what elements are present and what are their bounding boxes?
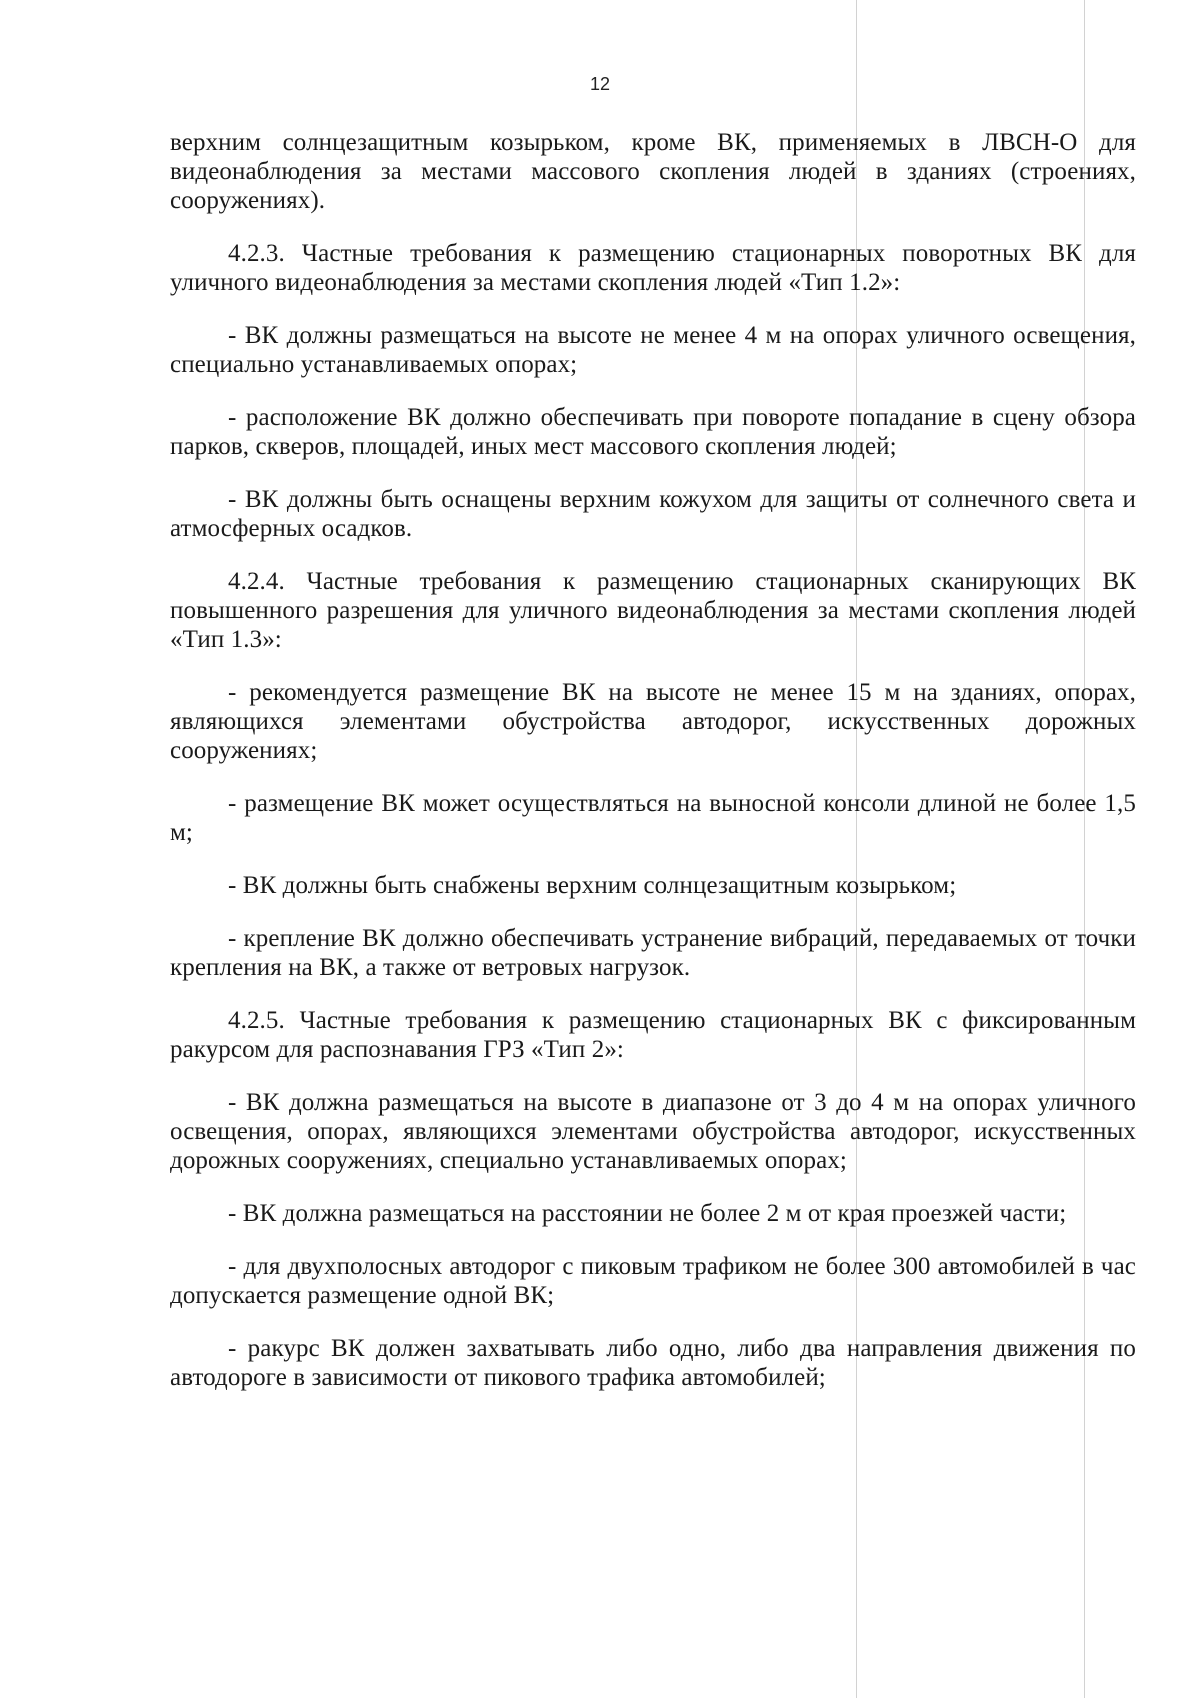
list-item: - расположение ВК должно обеспечивать при повороте попадание в сцену обзора парков, скверов, площадей, иных мест массового скопления людей; bbox=[170, 404, 1136, 460]
document-body bbox=[170, 128, 1136, 1416]
list-item: - ВК должны быть снабжены верхним солнцезащитным козырьком; bbox=[228, 872, 957, 899]
section-heading-4-2-3: 4.2.3. Частные требования к размещению стационарных поворотных ВК для уличного видеонаблюдения за местами скопления людей «Тип 1.2»: bbox=[170, 240, 1136, 296]
list-item: - крепление ВК должно обеспечивать устранение вибраций, передаваемых от точки крепления на ВК, а также от ветровых нагрузок. bbox=[170, 925, 1136, 981]
list-item: - рекомендуется размещение ВК на высоте не менее 15 м на зданиях, опорах, являющихся элементами обустройства автодорог, искусственных дорожных сооружениях; bbox=[170, 679, 1136, 764]
section-heading-4-2-5: 4.2.5. Частные требования к размещению стационарных ВК с фиксированным ракурсом для распознавания ГРЗ «Тип 2»: bbox=[170, 1007, 1136, 1063]
list-item: - ракурс ВК должен захватывать либо одно, либо два направления движения по автодороге в зависимости от пикового трафика автомобилей; bbox=[170, 1335, 1136, 1391]
section-heading-4-2-4: 4.2.4. Частные требования к размещению стационарных сканирующих ВК повышенного разрешения для уличного видеонаблюдения за местами скопления людей «Тип 1.3»: bbox=[170, 568, 1136, 653]
page-number: 12 bbox=[589, 74, 611, 94]
paragraph-continuation: верхним солнцезащитным козырьком, кроме ВК, применяемых в ЛВСН-О для видеонаблюдения за местами массового скопления людей в зданиях (строениях, сооружениях). bbox=[170, 129, 1136, 214]
list-item: - ВК должны быть оснащены верхним кожухом для защиты от солнечного света и атмосферных осадков. bbox=[170, 486, 1136, 542]
list-item: - ВК должны размещаться на высоте не менее 4 м на опорах уличного освещения, специально устанавливаемых опорах; bbox=[170, 322, 1136, 378]
list-item: - ВК должна размещаться на расстоянии не более 2 м от края проезжей части; bbox=[228, 1200, 1067, 1227]
list-item: - ВК должна размещаться на высоте в диапазоне от 3 до 4 м на опорах уличного освещения, опорах, являющихся элементами обустройства автодорог, искусственных дорожных сооружениях, специально устанавливаемых опорах; bbox=[170, 1089, 1136, 1174]
list-item: - размещение ВК может осуществляться на выносной консоли длиной не более 1,5 м; bbox=[170, 790, 1136, 846]
list-item: - для двухполосных автодорог с пиковым трафиком не более 300 автомобилей в час допускается размещение одной ВК; bbox=[170, 1253, 1136, 1309]
